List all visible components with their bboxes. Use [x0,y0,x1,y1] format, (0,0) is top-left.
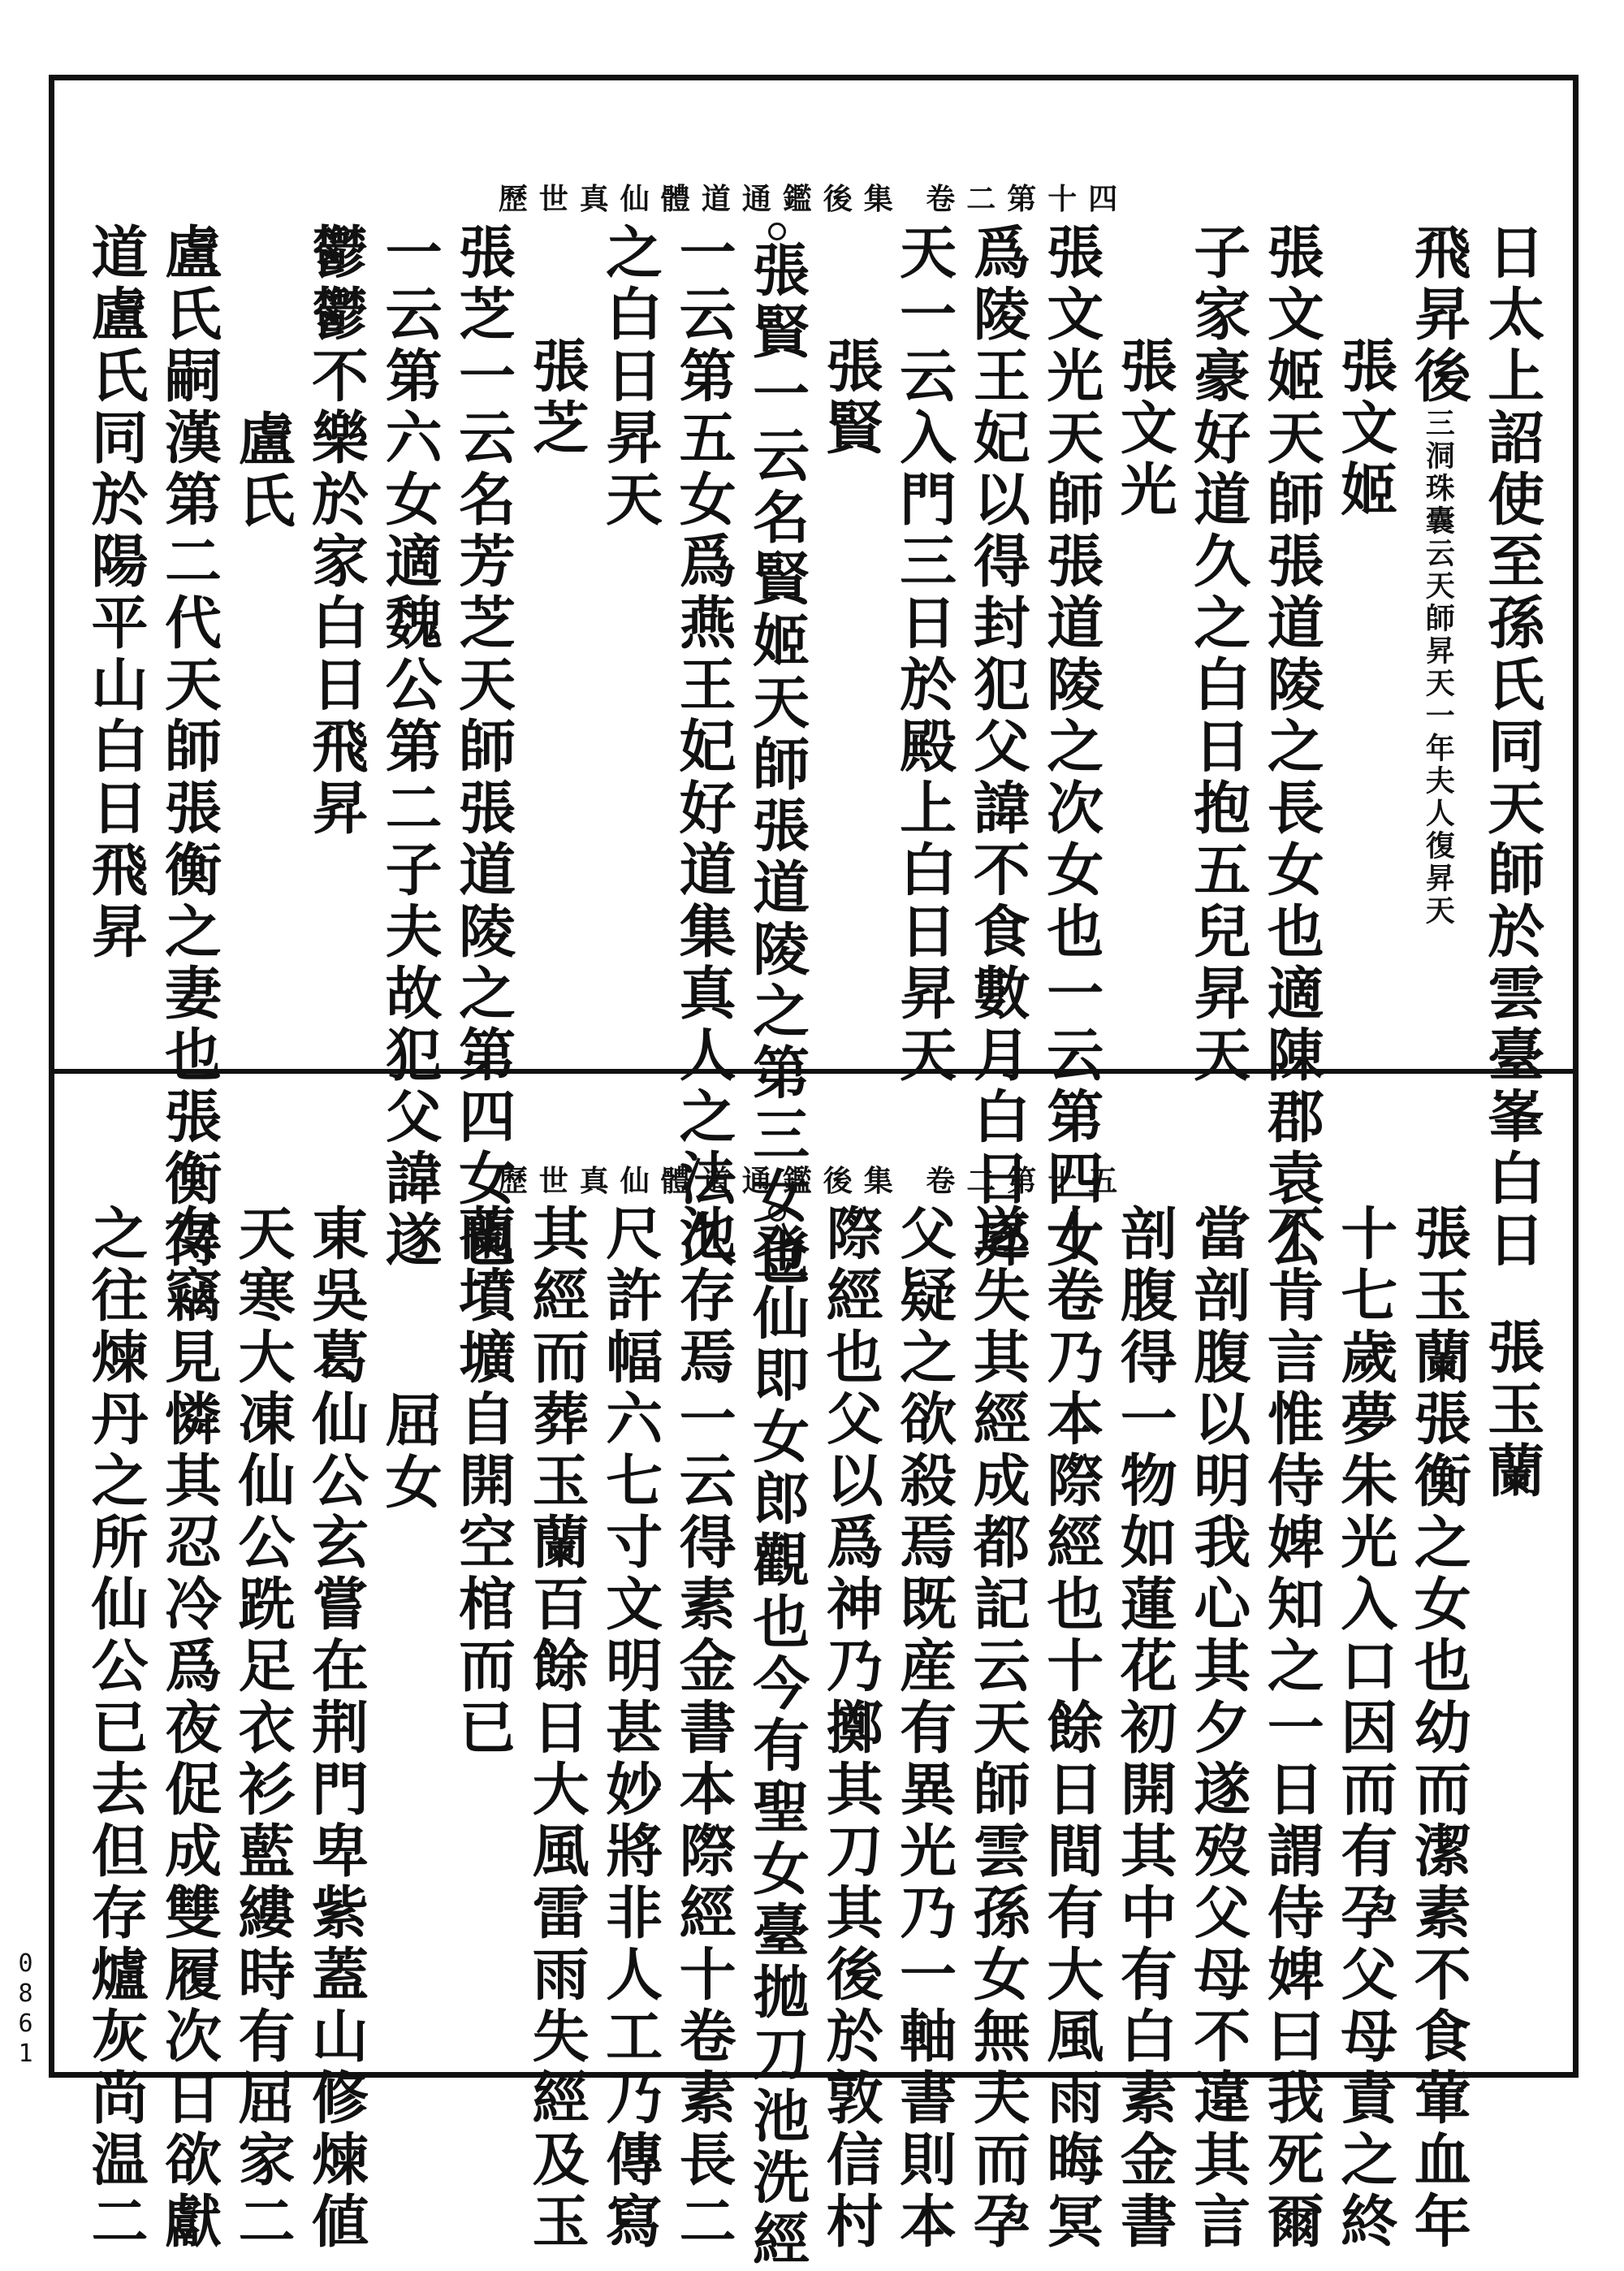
column-text: 張文光天師張道陵之次女也一云第四女 [1037,223,1105,1272]
column-text: 遂失其經成都記云天師雲孫女無夫而孕 [964,1204,1032,2253]
column-text: 鬱鬱不樂於家白日飛昇 [302,223,370,840]
column-text: 池存焉一云得素金書本際經十卷素長二 [670,1204,738,2253]
column-text: 天寒大凍仙公跣足衣衫藍縷時有屈家二 [229,1204,297,2253]
text-column [890,223,958,1087]
text-column [1184,223,1252,1087]
text-columns-lower [82,1204,1546,2271]
column-text: 爲陵王妃以得封犯父諱不食數月白日昇 [964,223,1032,1272]
column-text: 登仙即女郎觀也今有聖女臺拋刀池洗經 [743,1222,811,2271]
text-column [743,1204,811,2271]
column-text: 一云第五女爲燕王妃好道集真人之法久 [670,223,738,1272]
heading-text: 盧氏 [229,409,297,533]
text-column [82,1204,149,2253]
section-heading [376,1204,444,2040]
text-column [596,223,664,1035]
section-heading [1478,1204,1546,2040]
text-column [890,1204,958,2253]
section-heading [229,223,297,1035]
text-column [743,223,811,1290]
column-text: 尺許幅六七寸文明甚妙將非人工乃傳寫 [596,1204,664,2253]
column-text: 日太上詔使至孫氏同天師於雲臺峯白日 [1478,223,1546,1272]
heading-text: 張賢 [817,336,885,460]
column-text: 不肯言惟侍婢知之一日謂侍婢曰我死爾 [1258,1204,1326,2253]
text-column [1331,1204,1399,2253]
circle-mark-icon [768,223,786,240]
lower-page [54,1074,1573,2271]
text-column [1258,223,1326,1272]
column-text: 張賢一云名賢姬天師張道陵之第三女也 [743,240,811,1290]
text-column [376,223,444,1272]
page-number: 0861 [11,1949,40,2070]
text-column [1184,1204,1252,2253]
column-text: 之往煉丹之所仙公已去但存爐灰尚温二 [82,1204,149,2253]
column-text: 子家豪好道久之白日抱五兒昇天 [1184,223,1252,1087]
column-text: 一云第六女適魏公第二子夫故犯父諱遂 [376,223,444,1272]
text-column [155,1204,223,2253]
column-text: 東吳葛仙公玄嘗在荆門卑紫蓋山修煉値 [302,1204,370,2253]
heading-text: 屈女 [376,1391,444,1514]
column-text: 剖腹得一物如蓮花初開其中有白素金書 [1111,1204,1179,2253]
text-column [1111,1204,1179,2253]
column-text: 張芝一云名芳芝天師張道陵之第四女也 [449,223,517,1272]
column-text: 女竊見憐其忍冷爲夜促成雙履次日欲獻 [155,1204,223,2253]
text-column [1037,223,1105,1272]
section-heading [1111,223,1179,1035]
column-text: 十卷乃本際經也十餘日間有大風雨晦冥 [1037,1204,1105,2253]
text-column [817,1204,885,2253]
text-column [1405,223,1473,1035]
text-column [596,1204,664,2253]
column-text: 張文姬天師張道陵之長女也適陳郡袁公 [1258,223,1326,1272]
text-column [155,223,223,1272]
column-text: 其經而葬玉蘭百餘日大風雷雨失經及玉 [523,1204,591,2253]
column-text: 十七歲夢朱光入口因而有孕父母責之終 [1331,1204,1399,2253]
column-text: 父疑之欲殺焉既産有異光乃一軸書則本 [890,1204,958,2253]
text-column [964,1204,1032,2253]
text-column [449,223,517,1272]
text-column [670,223,738,1272]
text-column [523,1204,591,2253]
text-column [964,223,1032,1272]
heading-text: 張文光 [1111,336,1179,521]
column-text: 天一云入門三日於殿上白日昇天 [890,223,958,1087]
text-column [670,1204,738,2253]
interlinear-note: 三洞珠囊云天師昇天一年夫人復昇天 [1421,408,1456,928]
circle-mark-icon [768,1204,786,1222]
text-column [1478,223,1546,1272]
running-head-lower: 歷世真仙體道通鑑後集 卷二第十五 [498,1164,1129,1198]
text-column [449,1204,517,2040]
column-text: 張玉蘭張衡之女也幼而潔素不食葷血年 [1405,1204,1473,2253]
heading-text: 張玉蘭 [1478,1317,1546,1503]
text-column [82,223,149,1035]
text-column [302,223,370,1035]
section-heading [1331,223,1399,1035]
text-column [1037,1204,1105,2253]
heading-text: 張文姬 [1331,336,1399,521]
column-text: 之白日昇天 [596,223,664,531]
column-text: 蘭墳壙自開空棺而已 [449,1204,517,1759]
text-column [1258,1204,1326,2253]
text-column [1405,1204,1473,2253]
text-column [302,1204,370,2253]
column-text: 道盧氏同於陽平山白日飛昇 [82,223,149,963]
column-text: 飛昇後 [1405,223,1473,408]
column-text: 盧氏嗣漢第二代天師張衡之妻也張衡得 [155,223,223,1272]
section-heading [523,223,591,1035]
column-text: 當剖腹以明我心其夕遂歿父母不違其言 [1184,1204,1252,2253]
column-text: 際經也父以爲神乃擲其刀其後於敦信村 [817,1204,885,2253]
heading-text: 張芝 [523,336,591,460]
section-heading [817,223,885,1035]
running-head-upper: 歷世真仙體道通鑑後集 卷二第十四 [498,182,1129,216]
text-column [229,1204,297,2253]
